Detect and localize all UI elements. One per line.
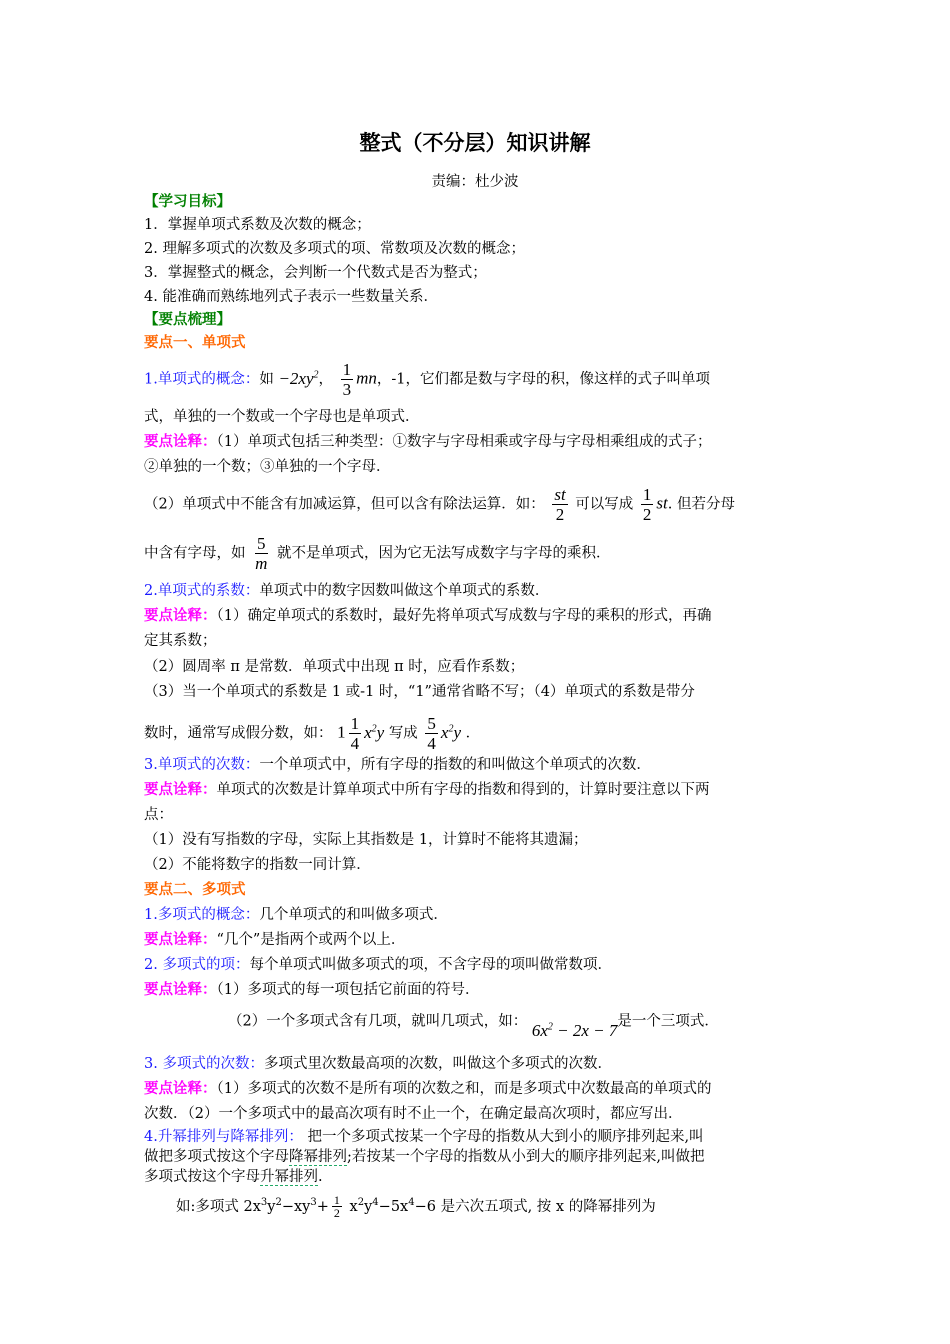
fraction: $\frac{1}{3}$	[342, 360, 352, 399]
page-title: 整式（不分层）知识讲解	[359, 131, 591, 155]
note-line: 中含有字母，如 $\frac{5}{m}$ 就不是单项式，因为它无法写成数字与字母的乘积．	[144, 534, 611, 573]
fraction: $\frac{1}{4}$	[350, 714, 360, 753]
points-heading: 【要点梳理】	[144, 312, 231, 328]
note-line: （2）单项式中不能含有加减运算，但可以含有除法运算．如： $\frac{st}{2}$ 可以写成 $\frac{1}{2}$ st. 但若分母	[144, 485, 735, 524]
term-label: 1.多项式的概念：	[144, 907, 260, 923]
goals-heading: 【学习目标】	[144, 194, 231, 210]
term-label: 3. 多项式的次数：	[144, 1056, 264, 1072]
paragraph-line: 式，单独的一个数或一个字母也是单项式．	[144, 409, 420, 425]
term-label: 2.单项式的系数：	[144, 583, 260, 599]
monomial-concept-line: 1.单项式的概念：如 $-2xy^2$， $\frac{1}{3}$ mn，-1，它们都是数与字母的积，像这样的式子叫单项	[144, 360, 711, 399]
author-line: 责编：杜少波	[431, 174, 519, 190]
section-monomial-title: 要点一、单项式	[144, 335, 246, 351]
math-expr: $6x^2 - 2x - 7$	[531, 1020, 618, 1040]
paragraph-line: 做把多项式按这个字母降幂排列;若按某一个字母的指数从小到大的顺序排列起来,叫做把	[144, 1149, 705, 1165]
note-line: 要点诠释：“几个”是指两个或两个以上．	[144, 932, 406, 948]
paragraph-line: （2）圆周率 π 是常数．单项式中出现 π 时，应看作系数；	[144, 659, 525, 675]
note-line: 要点诠释：（1）确定单项式的系数时，最好先将单项式写成数与字母的乘积的形式，再确	[144, 608, 712, 624]
goal-item: 3．掌握整式的概念，会判断一个代数式是否为整式；	[144, 265, 487, 281]
note-label: 要点诠释：	[144, 608, 217, 624]
math-expr: $x^2y$	[364, 722, 385, 742]
paragraph-line: （3）当一个单项式的系数是 1 或-1 时，“1”通常省略不写；（4）单项式的系数是带分	[144, 684, 695, 700]
paragraph-line: 次数．（2）一个多项式中的最高次项有时不止一个，在确定最高次项时，都应写出．	[144, 1106, 683, 1122]
example-line: 如:多项式 $2x^3y^2-xy^3+$ $\frac{1}{2}$ $x^2y^4-5x^4-6$ 是六次五项式, 按 x 的降幂排列为	[176, 1193, 656, 1221]
note-line: 要点诠释：（1）多项式的每一项包括它前面的符号．	[144, 982, 480, 998]
paragraph-line: （2）不能将数字的指数一同计算．	[144, 857, 371, 873]
goal-item: 4. 能准确而熟练地列式子表示一些数量关系．	[144, 289, 438, 305]
underlined-term: 升幂排列	[260, 1169, 318, 1185]
note-line: 要点诠释：（1）单项式包括三种类型：①数字与字母相乘或字母与字母相乘组成的式子；	[144, 434, 712, 450]
note-label: 要点诠释：	[144, 434, 217, 450]
note-label: 要点诠释：	[144, 782, 217, 798]
note-label: 要点诠释：	[144, 932, 217, 948]
term-label: 3.单项式的次数：	[144, 757, 260, 773]
goal-item: 1．掌握单项式系数及次数的概念；	[144, 217, 371, 233]
degree-line: 3.单项式的次数：一个单项式中，所有字母的指数的和叫做这个单项式的次数．	[144, 757, 651, 773]
fraction: $\frac{1}{2}$	[333, 1193, 340, 1221]
fraction: $\frac{5}{m}$	[255, 534, 268, 573]
fraction: $\frac{5}{4}$	[427, 714, 436, 753]
goal-item: 2. 理解多项式的次数及多项式的项、常数项及次数的概念；	[144, 241, 525, 257]
poly-concept-line: 1.多项式的概念：几个单项式的和叫做多项式．	[144, 907, 448, 923]
term-label: 4.升幂排列与降幂排列：	[144, 1129, 303, 1145]
coef-line: 2.单项式的系数：单项式中的数字因数叫做这个单项式的系数．	[144, 583, 550, 599]
term-label: 1.单项式的概念：	[144, 371, 260, 388]
term-label: 2. 多项式的项：	[144, 957, 250, 973]
paragraph-line: ②单独的一个数；③单独的一个字母．	[144, 459, 391, 475]
paragraph-line: （1）没有写指数的字母，实际上其指数是 1，计算时不能将其遗漏；	[144, 832, 588, 848]
paragraph-line: 多项式按这个字母升幂排列.	[144, 1169, 323, 1185]
note-line: 要点诠释：（1）多项式的次数不是所有项的次数之和，而是多项式中次数最高的单项式的	[144, 1081, 712, 1097]
note-line: 要点诠释：单项式的次数是计算单项式中所有字母的指数和得到的，计算时要注意以下两	[144, 782, 710, 798]
poly-term-line: 2. 多项式的项：每个单项式叫做多项式的项，不含字母的项叫做常数项．	[144, 957, 612, 973]
note-label: 要点诠释：	[144, 982, 217, 998]
section-polynomial-title: 要点二、多项式	[144, 882, 246, 898]
paragraph-line: 点：	[144, 807, 173, 823]
note-label: 要点诠释：	[144, 1081, 217, 1097]
math-expr: $-2xy^2$	[278, 368, 319, 388]
paragraph-line: 定其系数；	[144, 633, 217, 649]
fraction: $\frac{1}{2}$	[642, 485, 652, 524]
underlined-term: 降幂排列	[289, 1149, 347, 1165]
note-line: （2）一个多项式含有几项，就叫几项式，如： $6x^2 - 2x - 7$是一个三项式．	[228, 1013, 719, 1040]
order-line: 4.升幂排列与降幂排列： 把一个多项式按某一个字母的指数从大到小的顺序排列起来,叫	[144, 1129, 704, 1145]
math-expr: $x^2y$	[440, 722, 462, 742]
poly-degree-line: 3. 多项式的次数：多项式里次数最高项的次数，叫做这个多项式的次数．	[144, 1056, 612, 1072]
note-line: 数时，通常写成假分数，如： 1 $\frac{1}{4}$ $x^2y$ 写成 $\frac{5}{4}$ $x^2y$ ．	[144, 714, 481, 753]
fraction: $\frac{st}{2}$	[554, 485, 566, 524]
